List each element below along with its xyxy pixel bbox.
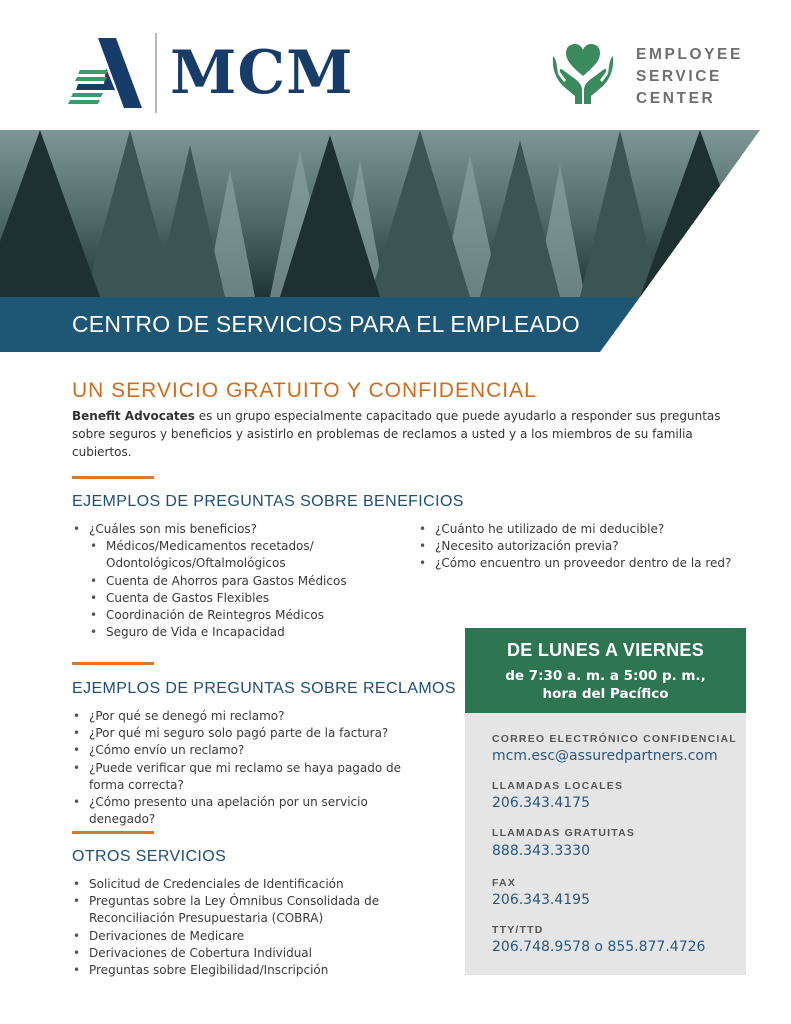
benefits-rule — [72, 476, 154, 479]
esc-line-3: CENTER — [636, 90, 716, 107]
list-item — [72, 521, 402, 641]
toll-free-phone-link[interactable]: 888.343.3330 — [492, 843, 590, 859]
list-item: • Cuenta de Gastos Flexibles — [89, 590, 402, 607]
intro-paragraph — [72, 407, 732, 461]
esc-line-2: SERVICE — [636, 68, 722, 85]
list-item: • ¿Por qué mi seguro solo pagó parte de la factura? — [72, 725, 432, 742]
benefits-heading: EJEMPLOS DE PREGUNTAS SOBRE BENEFICIOS — [72, 493, 464, 510]
tty-label: TTY/TTD — [492, 924, 544, 936]
logo-divider — [155, 33, 157, 113]
list-item: • ¿Cómo presento una apelación por un servicio denegado? — [72, 794, 432, 828]
days-label: DE LUNES A VIERNES — [506, 640, 705, 660]
list-item: • Cuenta de Ahorros para Gastos Médicos — [89, 573, 402, 590]
claims-list — [72, 708, 432, 828]
fax-number: 206.343.4195 — [492, 892, 590, 908]
list-item: • Preguntas sobre la Ley Ómnibus Consolidada de Reconciliación Presupuestaria (COBRA) — [72, 893, 402, 927]
list-item: • Médicos/Medicamentos recetados/ Odontológicos/Oftalmológicos — [89, 538, 402, 572]
intro-heading: UN SERVICIO GRATUITO Y CONFIDENCIAL — [72, 379, 537, 402]
esc-line-1: EMPLOYEE — [636, 46, 743, 63]
claims-heading: EJEMPLOS DE PREGUNTAS SOBRE RECLAMOS — [72, 680, 456, 697]
list-item: • ¿Cómo envío un reclamo? — [72, 742, 432, 759]
fax-label: FAX — [492, 877, 517, 889]
other-heading: OTROS SERVICIOS — [72, 848, 227, 865]
intro-text: es un grupo especialmente capacitado que puede ayudarlo a responder sus preguntas sobre seguros y beneficios y asistirlo en problemas de reclamos a usted y a los miembros de su familia cubiertos. — [72, 409, 721, 459]
hours-panel — [465, 628, 746, 713]
list-item: • Derivaciones de Medicare — [72, 928, 402, 945]
list-item: • ¿Por qué se denegó mi reclamo? — [72, 708, 432, 725]
list-item: • ¿Cómo encuentro un proveedor dentro de la red? — [418, 555, 748, 572]
mcm-logo-text: MCM — [170, 38, 354, 108]
local-phone-link[interactable]: 206.343.4175 — [492, 795, 590, 811]
list-item: • ¿Necesito autorización previa? — [418, 538, 748, 555]
list-item: • Solicitud de Credenciales de Identificación — [72, 876, 402, 893]
list-item: • ¿Puede verificar que mi reclamo se haya pagado de forma correcta? — [72, 760, 432, 794]
benefits-list — [72, 521, 402, 641]
list-item: • Coordinación de Reintegros Médicos — [89, 607, 402, 624]
tty-phone-link[interactable]: 206.748.9578 o 855.877.4726 — [492, 939, 706, 955]
hours-line-2: hora del Pacífico — [542, 686, 669, 702]
email-label: CORREO ELECTRÓNICO CONFIDENCIAL — [492, 733, 737, 745]
benefit-advocates-label: Benefit Advocates — [72, 409, 195, 423]
list-item: • ¿Cuánto he utilizado de mi deducible? — [418, 521, 748, 538]
other-rule — [72, 831, 154, 834]
list-item: • Seguro de Vida e Incapacidad — [89, 624, 402, 641]
other-list — [72, 876, 402, 979]
benefits-sublist — [89, 538, 402, 641]
employee-service-center-wordmark — [636, 44, 743, 110]
benefits-list-right — [418, 521, 748, 573]
list-item: • Preguntas sobre Elegibilidad/Inscripción — [72, 962, 402, 979]
contact-panel — [465, 713, 746, 975]
heart-hands-icon — [549, 42, 617, 106]
hours-line-1: de 7:30 a. m. a 5:00 p. m., — [505, 668, 706, 684]
toll-free-label: LLAMADAS GRATUITAS — [492, 827, 636, 839]
mcm-logo-mark — [68, 38, 142, 108]
banner-title: CENTRO DE SERVICIOS PARA EL EMPLEADO — [72, 311, 580, 337]
email-link[interactable]: mcm.esc@assuredpartners.com — [492, 748, 718, 764]
list-item: • Derivaciones de Cobertura Individual — [72, 945, 402, 962]
claims-rule — [72, 662, 154, 665]
list-item-text: ¿Cuáles son mis beneficios? — [89, 522, 258, 536]
local-calls-label: LLAMADAS LOCALES — [492, 780, 624, 792]
